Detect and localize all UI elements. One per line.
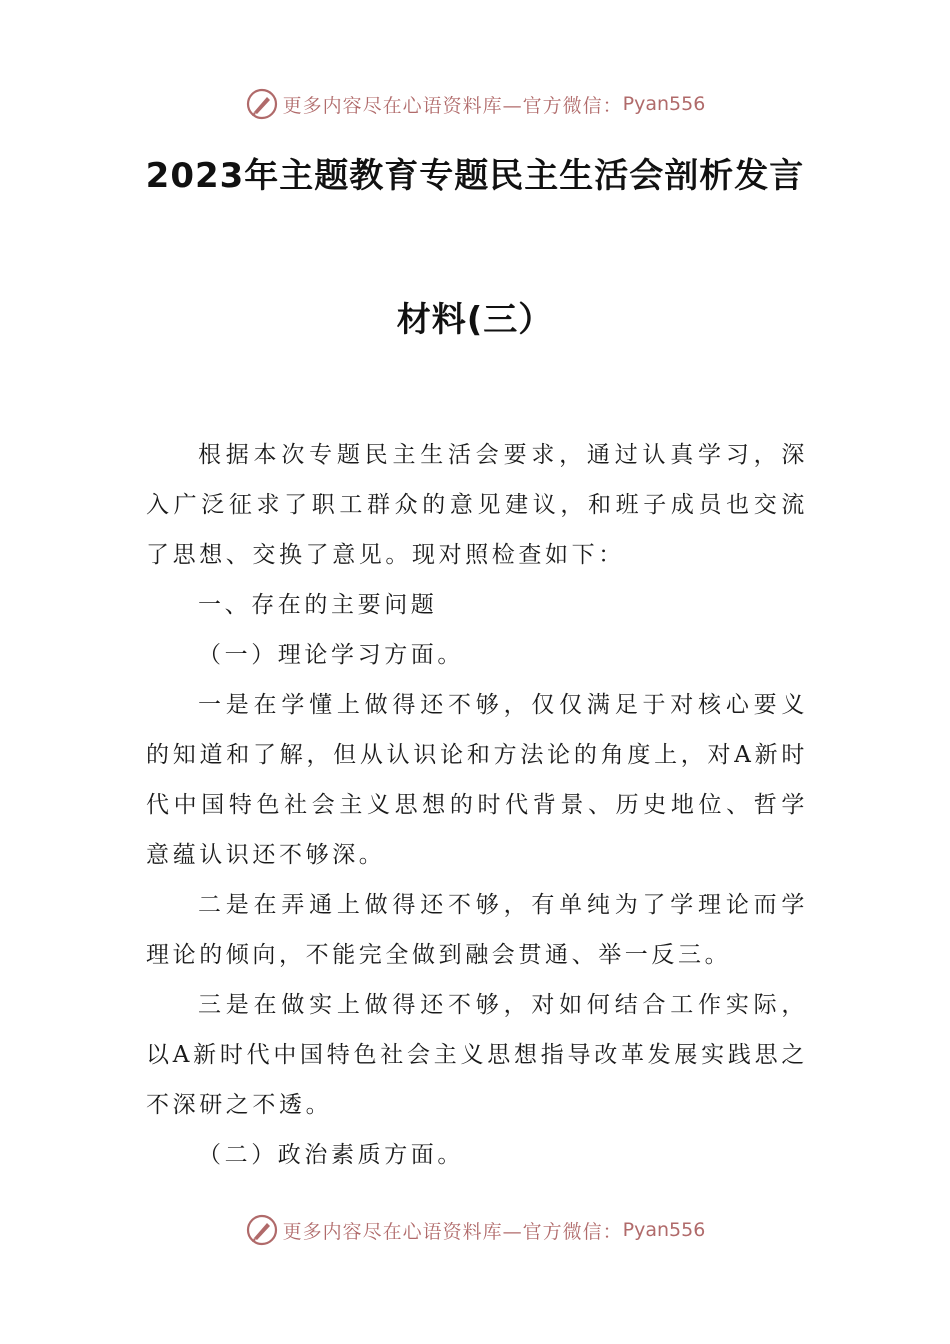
subheading-political-quality: （二）政治素质方面。 [198,1142,464,1168]
document-body [146,430,808,1180]
watermark-handle: Pyan556 [622,1219,706,1241]
subheading-theory-study: （一）理论学习方面。 [198,642,464,668]
paragraph-point-1: 一是在学懂上做得还不够，仅仅满足于对核心要义的知道和了解，但从认识论和方法论的角度上，对A新时代中国特色社会主义思想的时代背景、历史地位、哲学意蕴认识还不够深。 [146,692,808,868]
watermark-text: 更多内容尽在心语资料库—官方微信： [282,94,623,117]
paragraph-point-3: 三是在做实上做得还不够，对如何结合工作实际，以A新时代中国特色社会主义思想指导改革发展实践思之不深研之不透。 [146,992,808,1118]
watermark-header [0,84,950,124]
watermark-footer [0,1210,950,1250]
heading-section-1: 一、存在的主要问题 [198,592,438,618]
pen-logo-icon [245,87,279,121]
paragraph-intro: 根据本次专题民主生活会要求，通过认真学习，深入广泛征求了职工群众的意见建议，和班子成员也交流了思想、交换了意见。现对照检查如下： [146,442,808,568]
pen-logo-icon [245,1213,279,1247]
document-title-line2: 材料(三） [396,300,554,340]
paragraph-point-2: 二是在弄通上做得还不够，有单纯为了学理论而学理论的倾向，不能完全做到融会贯通、举一反三。 [146,892,808,968]
document-title-line1: 2023年主题教育专题民主生活会剖析发言 [145,156,805,196]
watermark-handle: Pyan556 [622,93,706,115]
watermark-text: 更多内容尽在心语资料库—官方微信： [282,1220,623,1243]
